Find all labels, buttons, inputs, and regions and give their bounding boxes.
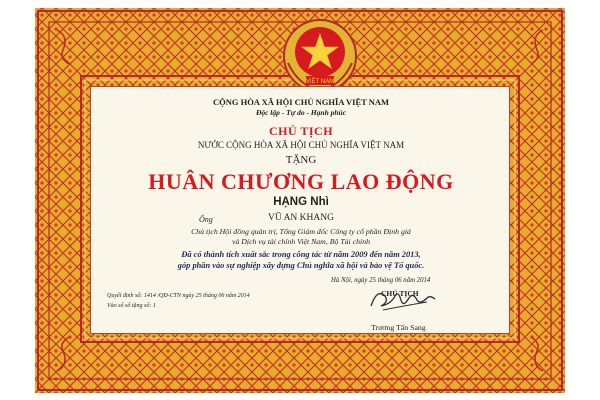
issuer-country: NƯỚC CỘNG HÒA XÃ HỘI CHỦ NGHĨA VIỆT NAM	[197, 140, 405, 150]
recipient-name: VŨ AN KHANG	[268, 213, 334, 223]
register-number	[107, 303, 156, 309]
place-date: Hà Nội, ngày 25 tháng 06 năm 2014	[331, 277, 431, 284]
motto: Độc lập - Tự do - Hạnh phúc	[255, 108, 347, 117]
decision-label: Quyết định số:	[107, 293, 143, 299]
honorific: Ông	[199, 215, 213, 224]
award-class-label: HẠNG	[273, 196, 308, 208]
signer-title: CHỦ TỊCH	[381, 289, 419, 298]
emblem-text: VIỆT NAM	[305, 79, 335, 85]
position-line-2: và Dịch vụ tài chính Việt Nam, Bộ Tài chính	[231, 237, 370, 246]
award-class	[91, 196, 511, 208]
award-class-value: Nhì	[310, 196, 329, 208]
certificate	[35, 8, 565, 393]
register-label: Vào sổ số tặng số:	[107, 303, 152, 309]
issuer-title: CHỦ TỊCH	[268, 124, 334, 138]
signer-name: Trương Tấn Sang	[371, 323, 426, 332]
national-emblem	[280, 18, 360, 94]
award-name: HUÂN CHƯƠNG LAO ĐỘNG	[148, 169, 454, 194]
signature-image	[365, 280, 445, 316]
award-verb: TẶNG	[285, 154, 317, 166]
register-value: 1	[152, 303, 156, 309]
position-line-1: Chủ tịch Hội đồng quản trị, Tổng Giám đốc Công ty cổ phần Định giá	[191, 227, 411, 236]
decision-value: 1414 /QĐ-CTN ngày 25 tháng 06 năm 2014	[143, 293, 250, 299]
citation-line-2: góp phần vào sự nghiệp xây dựng Chủ nghĩa xã hội và bảo vệ Tổ quốc.	[177, 261, 425, 270]
decision-number	[107, 293, 250, 299]
country-header: CỘNG HÒA XÃ HỘI CHỦ NGHĨA VIỆT NAM	[212, 97, 390, 107]
certificate-body	[90, 86, 510, 334]
citation-line-1: Đã có thành tích xuất sắc trong công tác từ năm 2009 đến năm 2013,	[181, 250, 421, 259]
